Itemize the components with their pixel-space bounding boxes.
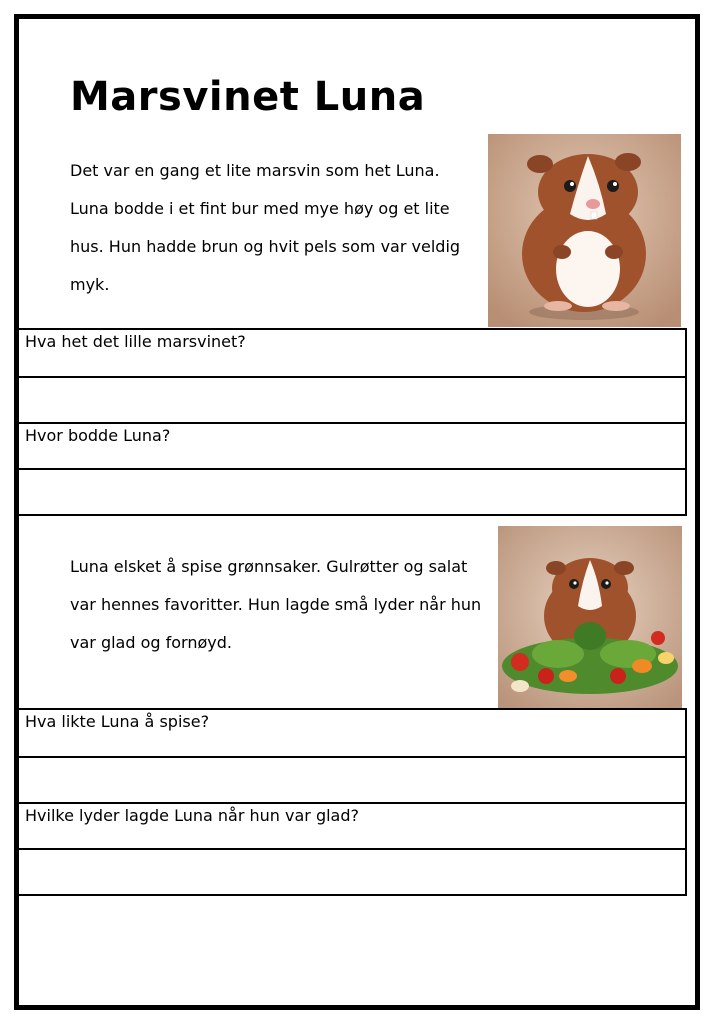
page-title: Marsvinet Luna — [70, 74, 426, 120]
answer-field-3[interactable] — [19, 756, 685, 802]
question-box-1 — [17, 328, 687, 516]
question-4: Hvilke lyder lagde Luna når hun var glad? — [19, 802, 685, 848]
question-3: Hva likte Luna å spise? — [25, 712, 210, 731]
guinea-pig-illustration-icon — [488, 134, 681, 327]
answer-field-1[interactable] — [19, 376, 685, 422]
answer-field-4[interactable] — [19, 848, 685, 894]
guinea-pig-image — [488, 134, 681, 327]
question-box-2 — [17, 708, 687, 896]
story-paragraph-2: Luna elsket å spise grønnsaker. Gulrøtter og salat var hennes favoritter. Hun lagde små lyder når hun var glad og fornøyd. — [70, 557, 482, 652]
guinea-pig-eating-vegetables-illustration-icon — [498, 526, 682, 709]
guinea-pig-eating-image — [498, 526, 682, 709]
story-paragraph-1: Det var en gang et lite marsvin som het Luna. Luna bodde i et fint bur med mye høy og et lite hus. Hun hadde brun og hvit pels som var veldig myk. — [70, 161, 461, 294]
question-1: Hva het det lille marsvinet? — [25, 332, 246, 351]
answer-field-2[interactable] — [19, 468, 685, 514]
question-2: Hvor bodde Luna? — [19, 422, 685, 468]
